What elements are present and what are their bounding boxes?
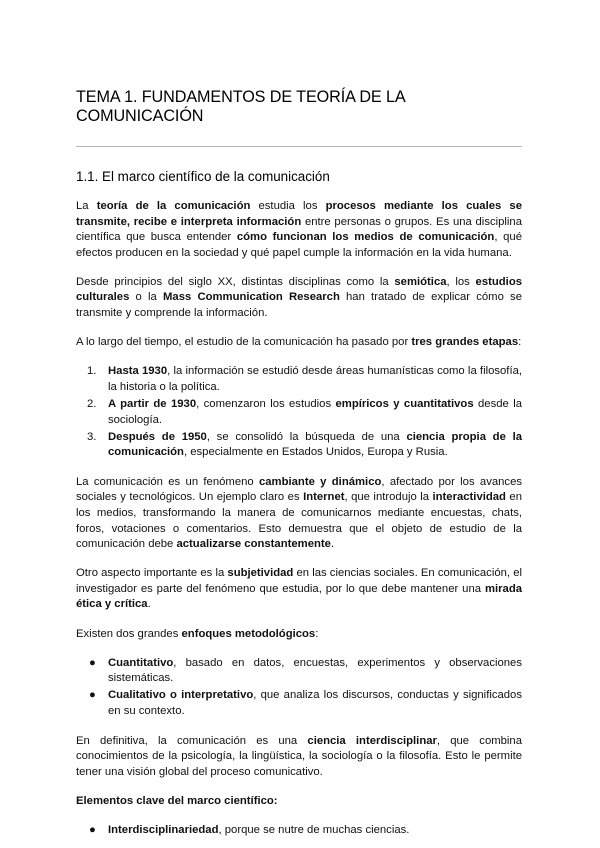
bullet-icon: ●: [89, 689, 96, 702]
paragraph-approaches-intro: Existen dos grandes enfoques metodológicos:: [76, 627, 319, 640]
bullet-icon: ●: [89, 656, 96, 669]
paragraph-conclusion: En definitiva, la comunicación es una ciencia interdisciplinar, que combina conocimientos de la psicología, la lingüística, la sociología o la filosofía. Esto le permite tener una visión global del proceso comunicativo.: [76, 734, 522, 778]
key-elements-list: [76, 823, 522, 839]
paragraph-disciplines: Desde principios del siglo XX, distintas disciplinas como la semiótica, los estudios culturales o la Mass Communication Research han tratado de explicar cómo se transmite y comprende la información.: [76, 275, 522, 320]
list-item: 2. A partir de 1930, comenzaron los estudios empíricos y cuantitativos desde la sociología.: [87, 397, 522, 426]
paragraph-dynamic: La comunicación es un fenómeno cambiante y dinámico, afectado por los avances sociales y tecnológicos. Un ejemplo claro es Internet, que introdujo la interactividad en los medios, transformando la manera de comunicarnos mediante encuestas, chats, foros, votaciones o comentarios. Esto demuestra que el objeto de estudio de la comunicación debe actualizarse constantemente.: [76, 475, 522, 551]
paragraph-subjectivity: Otro aspecto importante es la subjetividad en las ciencias sociales. En comunicación, el investigador es parte del fenómeno que estudia, por lo que debe mantener una mirada ética y crítica.: [76, 567, 522, 611]
list-item: ● Cualitativo o interpretativo, que analiza los discursos, conductas y significados en su contexto.: [89, 689, 522, 717]
list-item: ● Cuantitativo, basado en datos, encuestas, experimentos y observaciones sistemáticas.: [89, 656, 522, 685]
approaches-list: [76, 656, 522, 720]
list-item: 1. Hasta 1930, la información se estudió desde áreas humanísticas como la filosofía, la historia o la política.: [87, 365, 523, 393]
stages-list: [76, 364, 522, 461]
paragraph-intro: La teoría de la comunicación estudia los procesos mediante los cuales se transmite, recibe e interpreta información entre personas o grupos. Es una disciplina científica que busca entender cómo funcionan los medios de comunicación, qué efectos producen en la sociedad y qué papel cumple la información en la vida humana.: [76, 200, 522, 259]
list-item: ● Interdisciplinariedad, porque se nutre de muchas ciencias.: [76, 823, 522, 839]
section-title: 1.1. El marco científico de la comunicación: [76, 169, 330, 184]
paragraph-stages-intro: A lo largo del tiempo, el estudio de la comunicación ha pasado por tres grandes etapas:: [76, 336, 522, 349]
title-divider: [76, 146, 522, 147]
key-elements-heading: Elementos clave del marco científico:: [76, 794, 278, 807]
document-title: TEMA 1. FUNDAMENTOS DE TEORÍA DE LA COMUNICACIÓN: [76, 88, 405, 125]
bullet-icon: ●: [89, 823, 96, 836]
list-item: 3. Después de 1950, se consolidó la búsqueda de una ciencia propia de la comunicación, especialmente en Estados Unidos, Europa y Rusia.: [87, 430, 522, 459]
